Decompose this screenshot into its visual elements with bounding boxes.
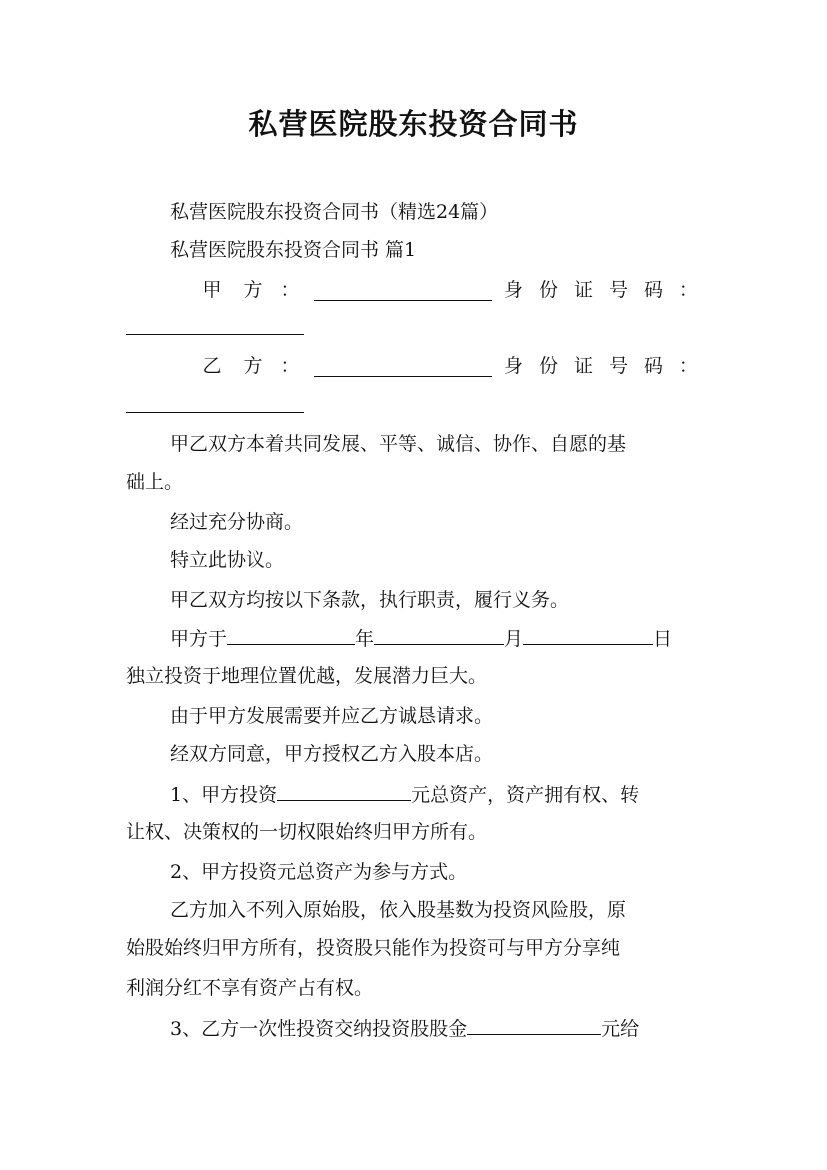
party-a-name-blank[interactable] — [314, 280, 492, 301]
paragraph-line: 特立此协议。 — [170, 549, 285, 571]
party-b-name-blank[interactable] — [314, 356, 492, 377]
party-b-id-label — [504, 352, 698, 380]
party-a-row — [200, 276, 698, 304]
party-a-char-2: 方 — [243, 279, 263, 301]
paragraph-line: 甲乙双方均按以下条款，执行职责，履行义务。 — [170, 589, 570, 611]
paragraph-line: 经过充分协商。 — [170, 511, 304, 533]
id-label-char: ： — [678, 355, 698, 377]
paragraph-line: 甲乙双方本着共同发展、平等、诚信、协作、自愿的基 — [170, 433, 627, 455]
id-label-char: 码 — [643, 279, 663, 301]
party-a-char-1: 甲 — [202, 279, 222, 301]
party-b-row — [200, 352, 698, 380]
clause-3-prefix: 3、乙方一次性投资交纳投资股股金 — [170, 1018, 468, 1040]
paragraph-line: 乙方加入不列入原始股，依入股基数为投资风险股，原 — [170, 899, 627, 921]
share-capital-blank[interactable] — [467, 1014, 601, 1035]
party-b-colon: ： — [280, 355, 300, 377]
paragraph-line: 经双方同意，甲方授权乙方入股本店。 — [170, 743, 494, 765]
paragraph-line: 利润分红不享有资产占有权。 — [126, 977, 374, 999]
month-blank[interactable] — [374, 624, 504, 645]
id-label-char: 身 — [504, 355, 524, 377]
party-a-colon: ： — [280, 279, 300, 301]
clause-1-prefix: 1、甲方投资 — [170, 784, 278, 806]
id-label-char: 份 — [538, 279, 558, 301]
id-label-char: 证 — [573, 279, 593, 301]
paragraph-line: 始股始终归甲方所有，投资股只能作为投资可与甲方分享纯 — [126, 937, 621, 959]
paragraph-line: 由于甲方发展需要并应乙方诚恳请求。 — [170, 705, 494, 727]
section-heading: 私营医院股东投资合同书 篇1 — [170, 239, 417, 261]
date-prefix: 甲方于 — [170, 628, 228, 650]
month-label: 月 — [504, 628, 524, 650]
year-label: 年 — [355, 628, 375, 650]
party-b-id-blank[interactable] — [126, 412, 304, 413]
paragraph-line: 让权、决策权的一切权限始终归甲方所有。 — [126, 821, 488, 843]
year-blank[interactable] — [227, 624, 355, 645]
party-a-id-label — [504, 276, 698, 304]
clause-3-line — [170, 1014, 639, 1043]
party-b-char-2: 方 — [243, 355, 263, 377]
party-b-char-1: 乙 — [202, 355, 222, 377]
id-label-char: ： — [678, 279, 698, 301]
clause-3-suffix: 元给 — [601, 1018, 640, 1040]
id-label-char: 份 — [538, 355, 558, 377]
party-a-id-blank[interactable] — [126, 334, 304, 335]
document-subtitle: 私营医院股东投资合同书（精选24篇） — [170, 201, 499, 223]
day-label: 日 — [653, 628, 673, 650]
day-blank[interactable] — [523, 624, 653, 645]
paragraph-line: 础上。 — [126, 471, 184, 493]
id-label-char: 码 — [643, 355, 663, 377]
clause-2-line: 2、甲方投资元总资产为参与方式。 — [170, 861, 468, 883]
id-label-char: 证 — [573, 355, 593, 377]
investment-amount-blank[interactable] — [277, 780, 411, 801]
document-title: 私营医院股东投资合同书 — [248, 107, 579, 141]
id-label-char: 身 — [504, 279, 524, 301]
paragraph-line: 独立投资于地理位置优越，发展潜力巨大。 — [126, 665, 488, 687]
clause-1-suffix: 元总资产，资产拥有权、转 — [411, 784, 640, 806]
date-line — [170, 624, 672, 653]
clause-1-line — [170, 780, 639, 809]
id-label-char: 号 — [608, 279, 628, 301]
id-label-char: 号 — [608, 355, 628, 377]
